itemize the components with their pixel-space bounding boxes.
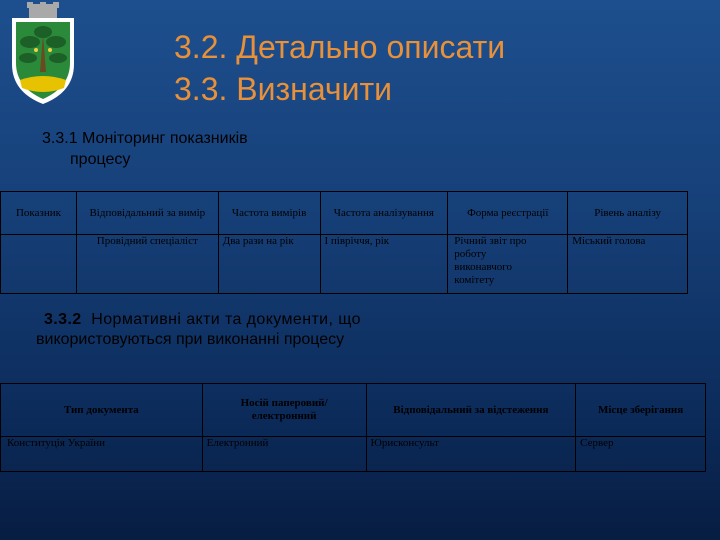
documents-table bbox=[0, 383, 706, 472]
monitoring-table bbox=[0, 191, 688, 294]
column-header: Носій паперовий/ електронний bbox=[202, 384, 366, 437]
section-number: 3.3.2 bbox=[44, 311, 82, 328]
column-header: Показник bbox=[1, 192, 77, 235]
table-cell: Електронний bbox=[202, 437, 366, 472]
section-heading-monitoring bbox=[42, 128, 342, 170]
section-heading-documents bbox=[36, 310, 456, 350]
section-heading-documents-line-1 bbox=[36, 310, 456, 330]
table-header-row bbox=[1, 192, 688, 235]
table-cell bbox=[1, 235, 77, 294]
table-cell: Два рази на рік bbox=[218, 235, 320, 294]
column-header: Тип документа bbox=[1, 384, 203, 437]
column-header: Місце зберігання bbox=[576, 384, 706, 437]
table-cell: І півріччя, рік bbox=[320, 235, 448, 294]
column-header: Рівень аналізу bbox=[568, 192, 688, 235]
title-line-2: 3.3. Визначити bbox=[174, 71, 392, 107]
column-header: Форма реєстрації bbox=[448, 192, 568, 235]
table-cell: Сервер bbox=[576, 437, 706, 472]
section-heading-monitoring-line-1: 3.3.1 Моніторинг показників bbox=[42, 130, 248, 147]
slide-title bbox=[174, 26, 505, 110]
section-title-text: Нормативні акти та документи, що bbox=[91, 311, 361, 328]
table-row bbox=[1, 437, 706, 472]
table-cell: Річний звіт про роботу виконавчого комітету bbox=[448, 235, 568, 294]
section-heading-documents-line-2: використовуються при виконанні процесу bbox=[36, 331, 345, 348]
table-cell: Міський голова bbox=[568, 235, 688, 294]
city-coat-of-arms-icon bbox=[6, 2, 80, 106]
column-header: Відповідальний за відстеження bbox=[366, 384, 576, 437]
title-line-1: 3.2. Детально описати bbox=[174, 29, 506, 65]
table-cell: Провідний спеціаліст bbox=[76, 235, 218, 294]
section-heading-monitoring-line-2: процесу bbox=[70, 151, 131, 168]
table-header-row bbox=[1, 384, 706, 437]
table-cell: Юрисконсульт bbox=[366, 437, 576, 472]
column-header: Частота аналізування bbox=[320, 192, 448, 235]
column-header: Відповідальний за вимір bbox=[76, 192, 218, 235]
table-row bbox=[1, 235, 688, 294]
column-header: Частота вимірів bbox=[218, 192, 320, 235]
table-cell: Конституція України bbox=[1, 437, 203, 472]
